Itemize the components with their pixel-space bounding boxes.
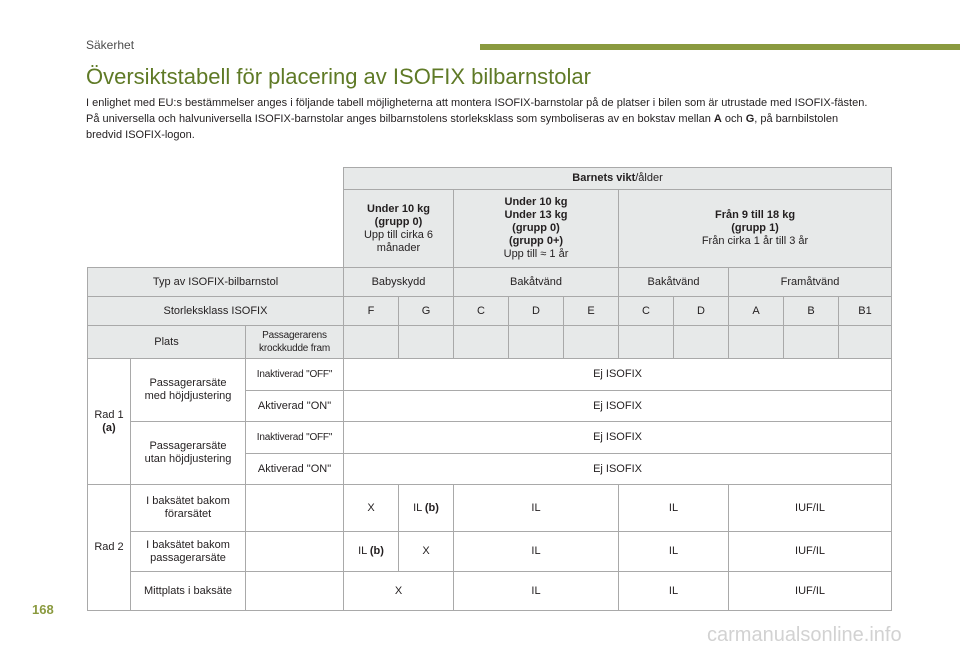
value-cell: Ej ISOFIX [344, 422, 892, 454]
intro-p2-end: , på barnbilstolen bredvid ISOFIX-logon. [86, 113, 839, 141]
empty-cell [246, 532, 344, 572]
value-cell: Ej ISOFIX [344, 391, 892, 422]
group-0-header [344, 190, 454, 268]
airbag-label-line: krockkudde fram [259, 343, 330, 354]
value-cell: IL [454, 572, 619, 611]
empty-cell [509, 326, 564, 359]
value-cell [344, 532, 399, 572]
group-0plus-header [454, 190, 619, 268]
value-cell: X [399, 532, 454, 572]
value-cell: Ej ISOFIX [344, 454, 892, 485]
intro-paragraph-1: I enlighet med EU:s bestämmelser anges i följande tabell möjligheterna att montera ISOFIX-barnstolar på de platser i bilen som är utrustade med ISOFIX-fästen. [86, 97, 868, 109]
row-1-seat-adjustable [131, 359, 246, 422]
value-cell: X [344, 572, 454, 611]
row-2-seat-behind-passenger [131, 532, 246, 572]
value-cell: IL [619, 532, 729, 572]
seat-label-line: med höjdjustering [144, 390, 232, 402]
intro-text [86, 95, 876, 143]
row-1-label-text: Rad 1 [94, 408, 124, 421]
intro-p2-letter-a: A [713, 113, 722, 125]
group-1-line: (grupp 1) [731, 222, 779, 234]
group-0-line: månader [376, 241, 421, 254]
intro-p2-start: På universella och halvuniversella ISOFIX-barnstolar anges bilbarnstolens storleksklass som symboliseras av en bokstav mellan [86, 113, 714, 125]
value-cell: IL [619, 572, 729, 611]
airbag-on: Aktiverad "ON" [246, 454, 344, 485]
empty-cell [674, 326, 729, 359]
isofix-table [87, 167, 892, 611]
group-0plus-line: Under 13 kg [504, 209, 568, 221]
row-2-seat-middle: Mittplats i baksäte [131, 572, 246, 611]
value-cell: X [344, 485, 399, 532]
row-2-label: Rad 2 [88, 485, 131, 611]
empty-cell [344, 326, 399, 359]
group-0-line: Upp till cirka 6 [363, 228, 434, 241]
weight-header [344, 168, 892, 190]
intro-p2-letter-g: G [745, 113, 755, 125]
seat-label-line: Passagerarsäte [149, 377, 227, 389]
type-cell: Bakåtvänd [454, 268, 619, 297]
value-cell: IUF/IL [729, 485, 892, 532]
row-2-seat-behind-driver [131, 485, 246, 532]
table-corner [88, 168, 344, 268]
note-b: (b) [424, 501, 439, 514]
size-class-cell: B1 [839, 297, 892, 326]
size-class-cell: G [399, 297, 454, 326]
empty-cell [246, 485, 344, 532]
size-class-cell: D [674, 297, 729, 326]
size-class-cell: B [784, 297, 839, 326]
intro-p2-and: och [721, 113, 746, 125]
value-cell [399, 485, 454, 532]
value-cell: IL [454, 532, 619, 572]
value-cell: Ej ISOFIX [344, 359, 892, 391]
seat-label-line: utan höjdjustering [144, 453, 232, 465]
type-cell: Babyskydd [344, 268, 454, 297]
seat-label-line: I baksätet bakom [146, 495, 230, 507]
watermark: carmanualsonline.info [707, 624, 902, 646]
size-class-cell: E [564, 297, 619, 326]
row-1-seat-fixed [131, 422, 246, 485]
value-cell: IL [619, 485, 729, 532]
value-il: IL [413, 501, 422, 514]
group-0plus-line: Upp till ≈ 1 år [503, 248, 569, 260]
empty-cell [619, 326, 674, 359]
empty-cell [839, 326, 892, 359]
airbag-label-line: Passagerarens [262, 330, 327, 341]
section-bar [480, 44, 960, 50]
value-cell: IUF/IL [729, 532, 892, 572]
plats-label: Plats [88, 326, 246, 359]
seat-label-line: passagerarsäte [150, 551, 226, 564]
row-1-note: (a) [102, 421, 116, 434]
group-0-line: Under 10 kg [367, 202, 430, 215]
note-b: (b) [369, 545, 384, 557]
empty-cell [399, 326, 454, 359]
group-1-header [619, 190, 892, 268]
weight-header-rest: /ålder [635, 172, 663, 184]
section-label: Säkerhet [86, 38, 135, 52]
value-il: IL [358, 545, 367, 557]
size-class-cell: C [619, 297, 674, 326]
intro-paragraph-2 [86, 111, 876, 143]
empty-cell [564, 326, 619, 359]
type-label: Typ av ISOFIX-bilbarnstol [88, 268, 344, 297]
group-0plus-line: Under 10 kg [504, 196, 568, 208]
size-class-cell: D [509, 297, 564, 326]
airbag-label [246, 326, 344, 359]
airbag-on: Aktiverad "ON" [246, 391, 344, 422]
group-0-line: (grupp 0) [374, 215, 423, 228]
seat-label-line: I baksätet bakom [146, 538, 230, 551]
empty-cell [729, 326, 784, 359]
empty-cell [784, 326, 839, 359]
group-1-line: Från cirka 1 år till 3 år [701, 235, 809, 247]
value-cell: IL [454, 485, 619, 532]
size-class-cell: A [729, 297, 784, 326]
size-class-label: Storleksklass ISOFIX [88, 297, 344, 326]
type-cell: Bakåtvänd [619, 268, 729, 297]
page-number: 168 [32, 602, 54, 617]
row-1-label [88, 359, 131, 485]
group-1-line: Från 9 till 18 kg [714, 209, 796, 221]
empty-cell [454, 326, 509, 359]
size-class-cell: C [454, 297, 509, 326]
seat-label-line: förarsätet [164, 508, 212, 520]
page-title: Översiktstabell för placering av ISOFIX bilbarnstolar [86, 64, 591, 89]
group-0plus-line: (grupp 0) [512, 222, 560, 234]
value-cell: IUF/IL [729, 572, 892, 611]
empty-cell [246, 572, 344, 611]
airbag-off: Inaktiverad "OFF" [246, 422, 344, 454]
airbag-off: Inaktiverad "OFF" [246, 359, 344, 391]
seat-label-line: Passagerarsäte [149, 440, 227, 452]
type-cell: Framåtvänd [729, 268, 892, 297]
group-0plus-line: (grupp 0+) [508, 235, 564, 247]
size-class-cell: F [344, 297, 399, 326]
weight-header-bold: Barnets vikt [572, 172, 636, 184]
